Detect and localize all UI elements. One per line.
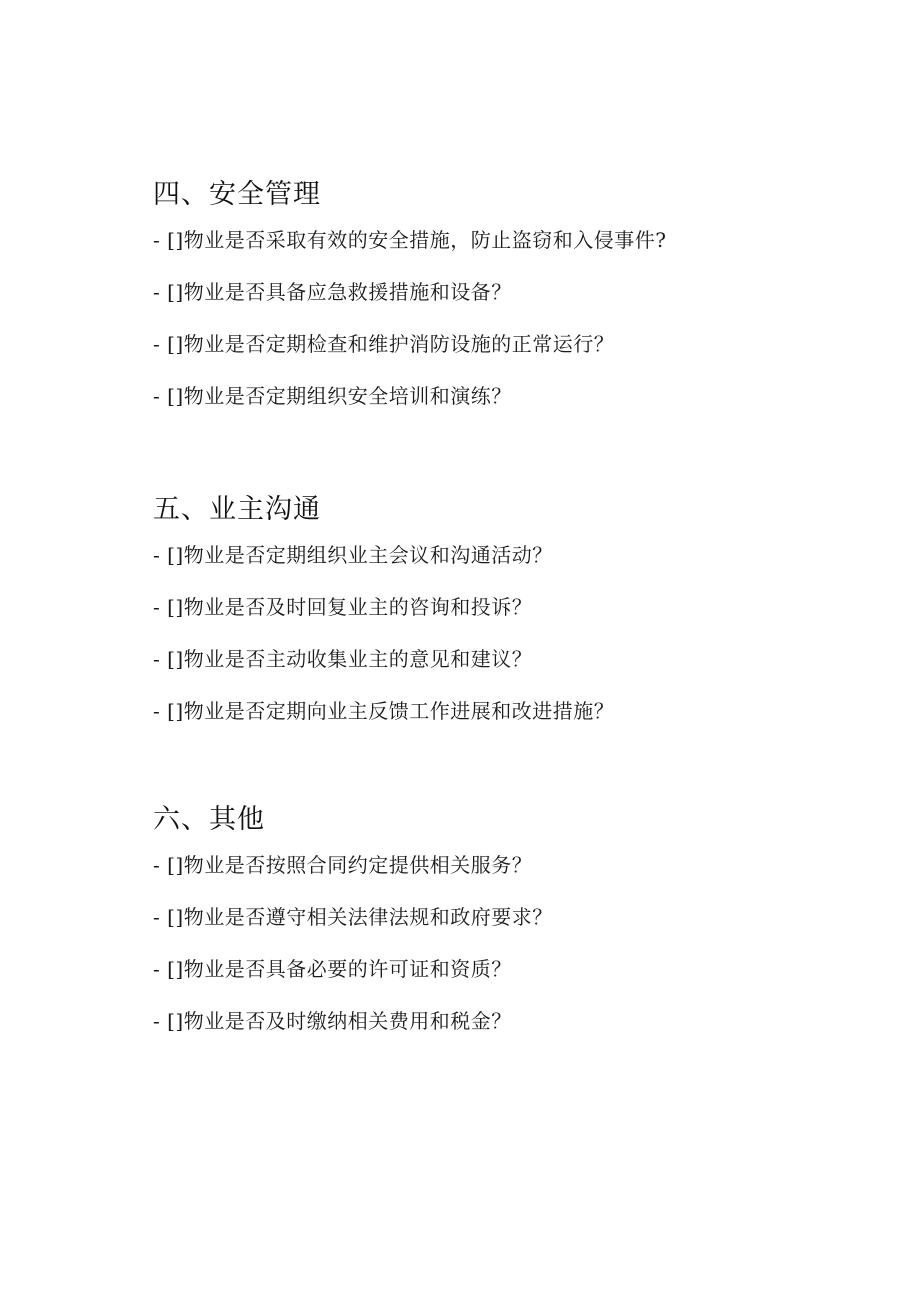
checklist-item: - []物业是否主动收集业主的意见和建议？ (153, 647, 533, 671)
checklist (153, 540, 853, 726)
checklist-item: - []物业是否按照合同约定提供相关服务？ (153, 853, 533, 877)
checklist-item: - []物业是否定期向业主反馈工作进展和改进措施？ (153, 699, 615, 723)
section-title: 五、业主沟通 (153, 494, 321, 525)
checklist-item: - []物业是否遵守相关法律法规和政府要求？ (153, 905, 553, 929)
checklist-item: - []物业是否定期组织安全培训和演练？ (153, 384, 512, 408)
section-title: 六、其他 (153, 804, 265, 835)
checklist (153, 225, 853, 411)
section-safety-management (153, 175, 853, 433)
checklist-item: - []物业是否具备应急救援措施和设备？ (153, 280, 512, 304)
checklist-item: - []物业是否及时回复业主的咨询和投诉？ (153, 595, 533, 619)
checklist-item: - []物业是否定期检查和维护消防设施的正常运行？ (153, 332, 615, 356)
checklist-item: - []物业是否具备必要的许可证和资质？ (153, 957, 512, 981)
checklist-item: - []物业是否采取有效的安全措施，防止盗窃和入侵事件? (153, 228, 667, 252)
section-other (153, 800, 853, 1058)
section-title: 四、安全管理 (153, 179, 321, 210)
section-owner-communication (153, 490, 853, 748)
checklist-item: - []物业是否及时缴纳相关费用和税金？ (153, 1009, 512, 1033)
checklist-item: - []物业是否定期组织业主会议和沟通活动？ (153, 543, 553, 567)
checklist (153, 850, 853, 1036)
